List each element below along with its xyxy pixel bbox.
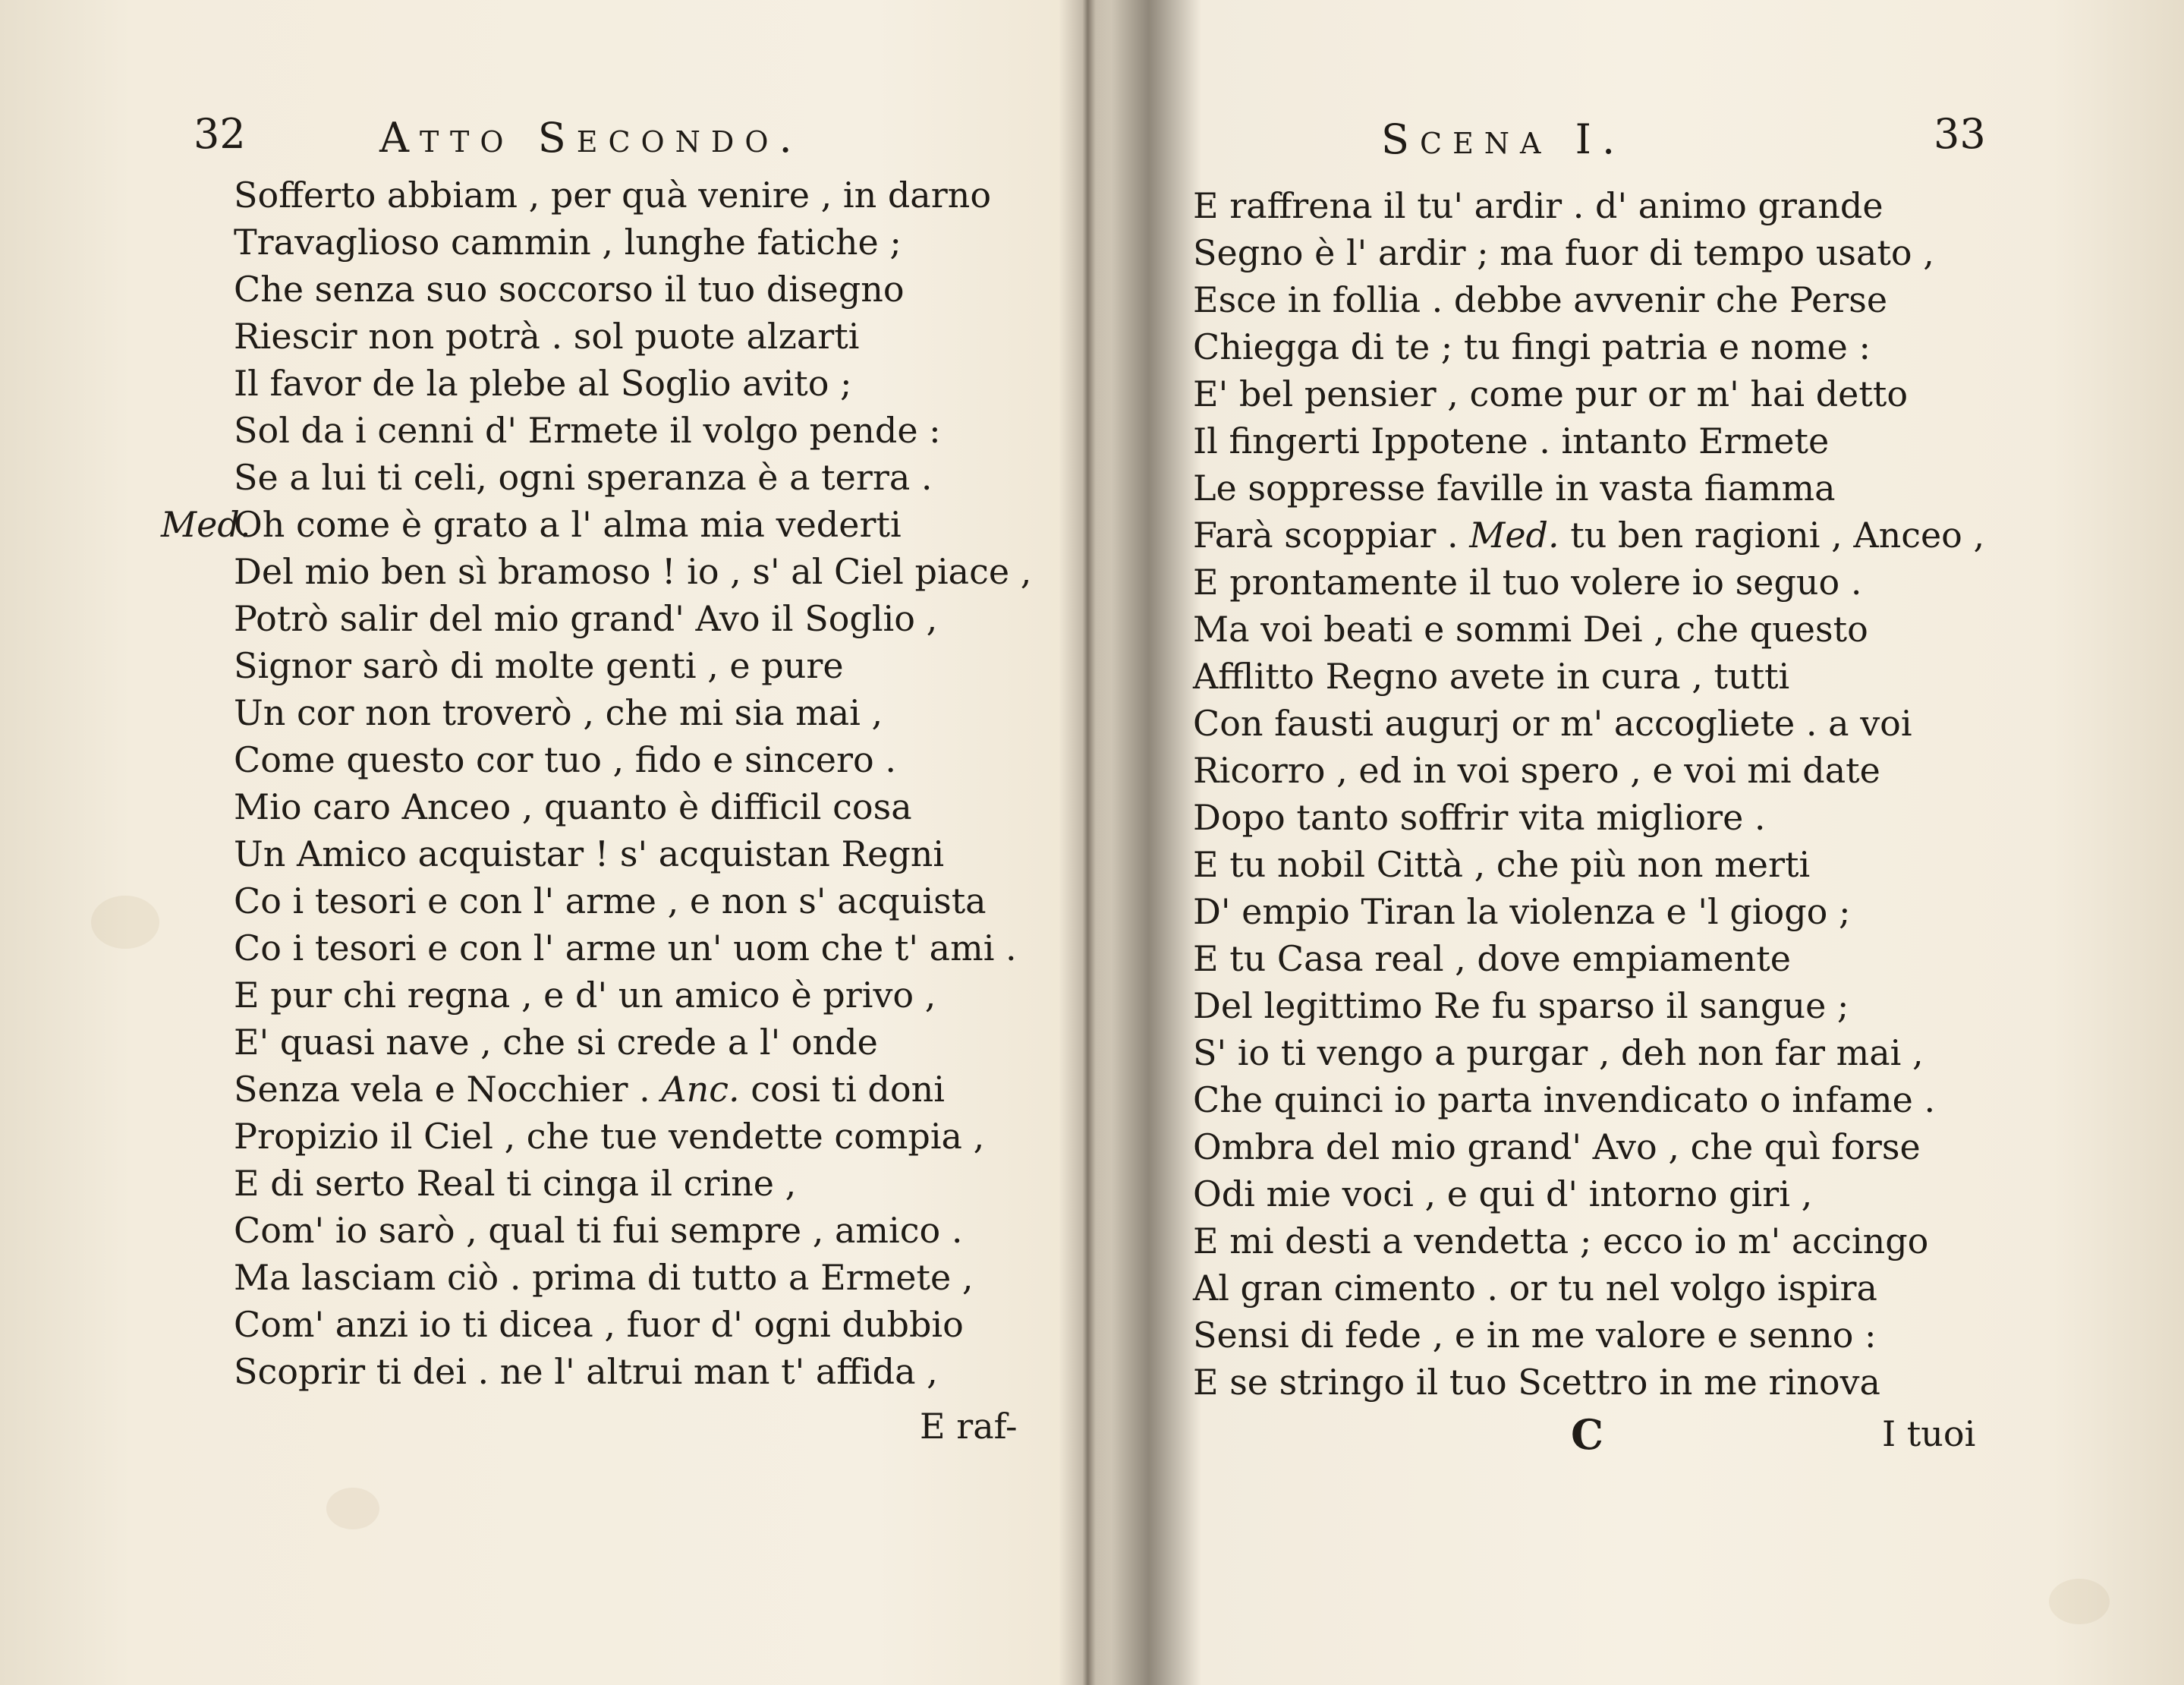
verse-line (234, 642, 1031, 689)
verse-line (1193, 653, 1984, 700)
verse-text: Com' anzi io ti dicea , fuor d' ogni dubbio (234, 1304, 964, 1345)
verse-text: E raffrena il tu' ardir . d' animo grande (1193, 185, 1883, 226)
right-page (1085, 0, 2184, 1685)
running-head: Scena I. (1381, 115, 1626, 163)
verse-line (1193, 935, 1984, 982)
verse-text: Del mio ben sì bramoso ! io , s' al Ciel piace , (234, 551, 1032, 592)
verse-line (1193, 1265, 1984, 1312)
verse-line (1193, 888, 1984, 935)
verse-text: Le soppresse faville in vasta fiamma (1193, 468, 1836, 509)
verse-line (234, 1113, 1031, 1160)
verse-text: Come questo cor tuo , fido e sincero . (234, 739, 896, 780)
verse-line (234, 783, 1031, 830)
verse-line (234, 1207, 1031, 1254)
verse-line (1193, 182, 1984, 229)
verse-text: Con fausti augurj or m' accogliete . a voi (1193, 703, 1912, 744)
verse-line (234, 1348, 1031, 1395)
verse-text: E di serto Real ti cinga il crine , (234, 1163, 797, 1204)
verse-text: Chiegga di te ; tu fingi patria e nome : (1193, 326, 1871, 367)
verse-text: E mi desti a vendetta ; ecco io m' accingo (1193, 1220, 1929, 1261)
verse-text: Odi mie voci , e qui d' intorno giri , (1193, 1173, 1813, 1214)
speaker-label: Med. (161, 504, 251, 545)
verse-line (234, 1019, 1031, 1066)
verse-text: E tu nobil Città , che più non merti (1193, 844, 1811, 885)
verse-line (1193, 465, 1984, 512)
verse-line (234, 877, 1031, 924)
verse-text: Sensi di fede , e in me valore e senno : (1193, 1315, 1877, 1356)
verse-line (1193, 982, 1984, 1029)
verse-line (234, 360, 1031, 407)
verse-line (234, 736, 1031, 783)
verse-text: Un Amico acquistar ! s' acquistan Regni (234, 833, 945, 874)
verse-text: E se stringo il tuo Scettro in me rinova (1193, 1362, 1880, 1403)
verse-line (1193, 606, 1984, 653)
verse-text: Esce in follia . debbe avvenir che Perse (1193, 279, 1888, 320)
verse-text: Se a lui ti celi, ogni speranza è a terra . (234, 457, 933, 498)
verse-line (234, 972, 1031, 1019)
verse-text: Sofferto abbiam , per quà venire , in darno (234, 175, 992, 216)
verse-line (1193, 841, 1984, 888)
verse-text: Ombra del mio grand' Avo , che quì forse (1193, 1126, 1921, 1167)
verse-line (234, 1301, 1031, 1348)
verse-text: cosi ti doni (751, 1069, 945, 1110)
verse-text: Afflitto Regno avete in cura , tutti (1193, 656, 1790, 697)
verse-text: Com' io sarò , qual ti fui sempre , amico . (234, 1210, 963, 1251)
running-head: Atto Secondo. (379, 114, 803, 162)
verse-line (1193, 276, 1984, 323)
verse-line (1193, 700, 1984, 747)
verse-line (1193, 1123, 1984, 1170)
verse-text: Co i tesori e con l' arme un' uom che t' ami . (234, 928, 1017, 968)
catchword: I tuoi (1882, 1413, 1976, 1454)
verse-text: E' quasi nave , che si crede a l' onde (234, 1022, 878, 1063)
verse-text: Al gran cimento . or tu nel volgo ispira (1193, 1268, 1877, 1309)
verse-lines (161, 172, 1032, 1395)
verse-text: Senza vela e Nocchier . (234, 1069, 650, 1110)
verse-line (1193, 1217, 1984, 1265)
verse-text: Sol da i cenni d' Ermete il volgo pende : (234, 410, 941, 451)
verse-line (1193, 323, 1984, 370)
verse-text: Potrò salir del mio grand' Avo il Soglio , (234, 598, 938, 639)
left-page (0, 0, 1070, 1685)
page-number: 32 (194, 110, 246, 158)
verse-line (234, 454, 1031, 501)
verse-text: Un cor non troverò , che mi sia mai , (234, 692, 883, 733)
page-number: 33 (1934, 110, 1986, 158)
verse-line (1193, 229, 1984, 276)
verse-text: Ma lasciam ciò . prima di tutto a Ermete , (234, 1257, 974, 1298)
verse-line (1193, 1312, 1984, 1359)
verse-text: Farà scoppiar . (1193, 515, 1459, 556)
verse-line (234, 830, 1031, 877)
inline-speaker-label: Med. (1458, 515, 1571, 556)
signature-mark: C (1571, 1410, 1603, 1459)
verse-text: tu ben ragioni , Anceo , (1570, 515, 1985, 556)
verse-line (1193, 1170, 1984, 1217)
verse-text: Ma voi beati e sommi Dei , che questo (1193, 609, 1868, 650)
verse-line (234, 689, 1031, 736)
verse-text: E' bel pensier , come pur or m' hai detto (1193, 373, 1909, 414)
verse-line (234, 595, 1031, 642)
verse-line (234, 548, 1031, 595)
verse-line (161, 501, 1031, 548)
verse-text: Signor sarò di molte genti , e pure (234, 645, 844, 686)
verse-line (1193, 794, 1984, 841)
verse-line (1193, 370, 1984, 417)
verse-text: Mio caro Anceo , quanto è difficil cosa (234, 786, 912, 827)
verse-text: Del legittimo Re fu sparso il sangue ; (1193, 985, 1849, 1026)
verse-line (1193, 512, 1984, 559)
verse-text: Che quinci io parta invendicato o infame . (1193, 1079, 1936, 1120)
verse-line (234, 266, 1031, 313)
verse-text: E prontamente il tuo volere io seguo . (1193, 562, 1862, 603)
verse-text: Segno è l' ardir ; ma fuor di tempo usato , (1193, 232, 1934, 273)
verse-line (234, 1160, 1031, 1207)
verse-line (234, 219, 1031, 266)
verse-text: Il fingerti Ippotene . intanto Ermete (1193, 420, 1830, 461)
verse-line (234, 172, 1031, 219)
verse-text: Riescir non potrà . sol puote alzarti (234, 316, 860, 357)
verse-text: Ricorro , ed in voi spero , e voi mi date (1193, 750, 1880, 791)
verse-line (234, 1066, 1031, 1113)
verse-line (1193, 559, 1984, 606)
verse-text: Co i tesori e con l' arme , e non s' acquista (234, 880, 987, 921)
verse-text: S' io ti vengo a purgar , deh non far mai , (1193, 1032, 1924, 1073)
verse-line (1193, 417, 1984, 465)
verse-line (1193, 1359, 1984, 1406)
catchword: E raf- (920, 1406, 1018, 1447)
verse-line (1193, 747, 1984, 794)
verse-text: Dopo tanto soffrir vita migliore . (1193, 797, 1766, 838)
verse-text: Scoprir ti dei . ne l' altrui man t' affida , (234, 1351, 938, 1392)
verse-line (234, 407, 1031, 454)
verse-text: Il favor de la plebe al Soglio avito ; (234, 363, 852, 404)
verse-text: E pur chi regna , e d' un amico è privo , (234, 975, 936, 1016)
verse-line (1193, 1029, 1984, 1076)
verse-lines (1193, 182, 1984, 1406)
verse-line (234, 1254, 1031, 1301)
inline-speaker-label: Anc. (650, 1069, 751, 1110)
verse-line (234, 313, 1031, 360)
verse-text: E tu Casa real , dove empiamente (1193, 938, 1791, 979)
verse-line (1193, 1076, 1984, 1123)
verse-text: D' empio Tiran la violenza e 'l giogo ; (1193, 891, 1851, 932)
verse-text: Che senza suo soccorso il tuo disegno (234, 269, 905, 310)
verse-line (234, 924, 1031, 972)
verse-text: Oh come è grato a l' alma mia vederti (234, 504, 902, 545)
verse-text: Propizio il Ciel , che tue vendette compia , (234, 1116, 985, 1157)
verse-text: Travaglioso cammin , lunghe fatiche ; (234, 222, 902, 263)
